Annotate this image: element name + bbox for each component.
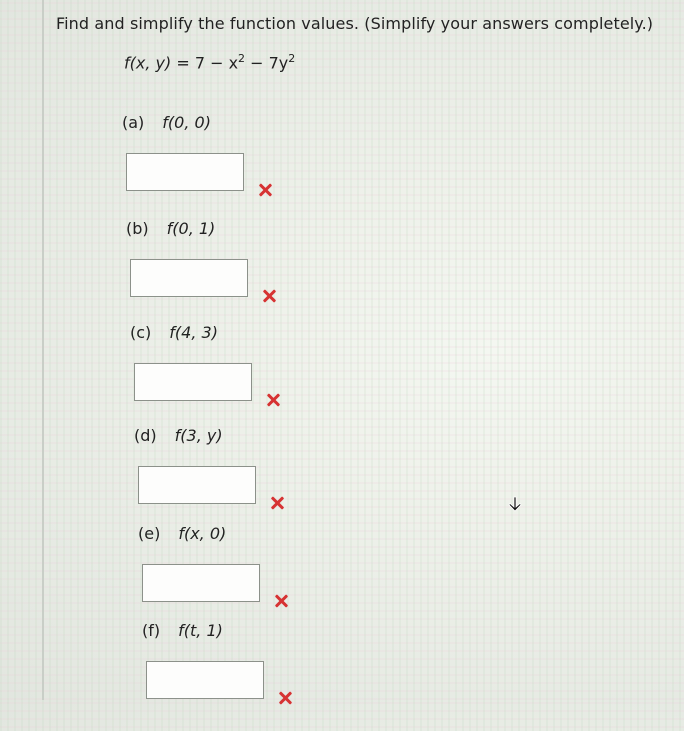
part-label bbox=[134, 426, 223, 445]
question-instructions: Find and simplify the function values. (Simplify your answers completely.) bbox=[56, 14, 654, 33]
part-expression: f(4, 3) bbox=[169, 323, 218, 342]
part-letter: (b) bbox=[126, 219, 149, 238]
incorrect-x-icon bbox=[266, 393, 280, 407]
part-label bbox=[142, 621, 223, 640]
function-definition bbox=[124, 52, 295, 72]
part-letter: (c) bbox=[130, 323, 152, 342]
answer-input-b[interactable] bbox=[130, 259, 248, 297]
part-f bbox=[142, 621, 382, 731]
function-exponent-1: 2 bbox=[238, 52, 246, 65]
part-label bbox=[126, 219, 215, 238]
part-e bbox=[138, 524, 378, 634]
answer-input-c[interactable] bbox=[134, 363, 252, 401]
part-a bbox=[122, 113, 362, 223]
mouse-pointer-icon bbox=[508, 496, 522, 514]
incorrect-x-icon bbox=[274, 594, 288, 608]
answer-input-a[interactable] bbox=[126, 153, 244, 191]
incorrect-x-icon bbox=[262, 289, 276, 303]
part-expression: f(0, 0) bbox=[162, 113, 211, 132]
part-d bbox=[134, 426, 374, 536]
incorrect-x-icon bbox=[278, 691, 292, 705]
part-letter: (e) bbox=[138, 524, 161, 543]
part-label bbox=[122, 113, 211, 132]
part-letter: (f) bbox=[142, 621, 161, 640]
part-label bbox=[130, 323, 218, 342]
function-term-1: = 7 − x bbox=[176, 53, 239, 73]
left-divider bbox=[42, 0, 44, 700]
answer-input-f[interactable] bbox=[146, 661, 264, 699]
part-c bbox=[130, 323, 370, 433]
part-expression: f(t, 1) bbox=[178, 621, 223, 640]
answer-input-d[interactable] bbox=[138, 466, 256, 504]
part-label bbox=[138, 524, 226, 543]
part-letter: (d) bbox=[134, 426, 157, 445]
part-b bbox=[126, 219, 366, 329]
part-letter: (a) bbox=[122, 113, 145, 132]
part-expression: f(3, y) bbox=[174, 426, 223, 445]
answer-input-e[interactable] bbox=[142, 564, 260, 602]
function-name: f(x, y) bbox=[124, 53, 172, 73]
function-exponent-2: 2 bbox=[288, 52, 296, 65]
function-term-2: − 7y bbox=[245, 53, 289, 73]
part-expression: f(0, 1) bbox=[166, 219, 216, 238]
incorrect-x-icon bbox=[258, 183, 272, 197]
part-expression: f(x, 0) bbox=[178, 524, 227, 543]
incorrect-x-icon bbox=[270, 496, 284, 510]
